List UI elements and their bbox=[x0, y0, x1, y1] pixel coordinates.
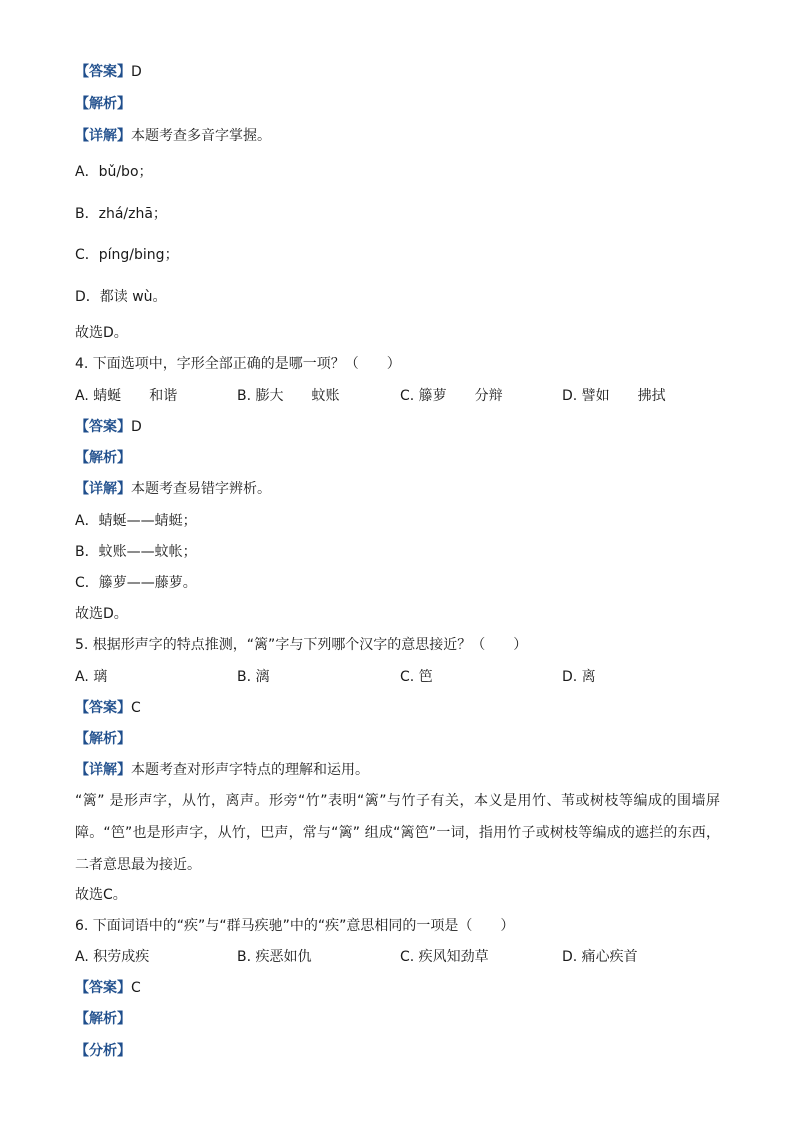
question-5: 5. 根据形声字的特点推测，“篱”字与下列哪个汉字的意思接近？（ ） bbox=[75, 637, 528, 653]
q5-option-c: C. 笆 bbox=[400, 669, 433, 685]
q4-analysis-line bbox=[75, 449, 131, 467]
answer-tag: 【答案】 bbox=[75, 64, 131, 80]
q4-option-d: D. 譬如 拂拭 bbox=[562, 388, 666, 404]
q4-line-c: C．籐萝——藤萝。 bbox=[75, 575, 197, 591]
detail-text: 本题考查易错字辨析。 bbox=[131, 481, 271, 497]
q4-option-c: C. 籐萝 分辩 bbox=[400, 388, 503, 404]
analysis-line bbox=[75, 95, 131, 113]
pinyin-line-a: A．bǔ/bo； bbox=[75, 164, 153, 180]
pinyin-line-c: C．píng/bing； bbox=[75, 247, 179, 263]
answer-value: D bbox=[131, 64, 142, 80]
q6-answer-line bbox=[75, 979, 141, 997]
q5-conclusion: 故选C。 bbox=[75, 887, 127, 903]
q4-option-a: A. 蜻蜒 和谐 bbox=[75, 388, 178, 404]
detail-line bbox=[75, 127, 271, 145]
answer-value: C bbox=[131, 700, 141, 716]
detail-tag: 【详解】 bbox=[75, 762, 131, 778]
analysis-tag: 【解析】 bbox=[75, 96, 131, 112]
answer-line bbox=[75, 63, 142, 81]
answer-value: C bbox=[131, 980, 141, 996]
q5-answer-line bbox=[75, 699, 141, 717]
analysis-tag: 【解析】 bbox=[75, 450, 131, 466]
q6-analysis-line bbox=[75, 1010, 131, 1028]
pinyin-line-b: B．zhá/zhā； bbox=[75, 206, 167, 222]
analysis-tag: 【解析】 bbox=[75, 1011, 131, 1027]
detail-tag: 【详解】 bbox=[75, 128, 131, 144]
q4-line-b: B．蚊账——蚊帐； bbox=[75, 544, 197, 560]
analysis-tag: 【解析】 bbox=[75, 731, 131, 747]
pinyin-line-d: D．都读 wù。 bbox=[75, 289, 167, 305]
q5-option-a: A. 璃 bbox=[75, 669, 108, 685]
q6-option-b: B. 疾恶如仇 bbox=[237, 949, 312, 965]
question-4: 4. 下面选项中，字形全部正确的是哪一项？（ ） bbox=[75, 356, 401, 372]
detail-text: 本题考查对形声字特点的理解和运用。 bbox=[131, 762, 369, 778]
q5-option-d: D. 离 bbox=[562, 669, 596, 685]
answer-tag: 【答案】 bbox=[75, 700, 131, 716]
q4-conclusion: 故选D。 bbox=[75, 606, 128, 622]
q4-answer-line bbox=[75, 418, 142, 436]
q5-detail-line bbox=[75, 761, 369, 779]
detail-text: 本题考查多音字掌握。 bbox=[131, 128, 271, 144]
answer-tag: 【答案】 bbox=[75, 419, 131, 435]
q6-option-a: A. 积劳成疾 bbox=[75, 949, 150, 965]
q5-explanation: “篱” 是形声字，从竹，离声。形旁“竹”表明“篱”与竹子有关，本义是用竹、苇或树枝等编成的围墙屏障。“笆”也是形声字，从竹，巴声，常与“篱” 组成“篱笆”一词，指用竹子或树枝等编成的遮拦的东西，二者意思最为接近。 bbox=[75, 793, 720, 873]
q6-option-c: C. 疾风知劲草 bbox=[400, 949, 489, 965]
q6-option-d: D. 痛心疾首 bbox=[562, 949, 638, 965]
conclusion-line: 故选D。 bbox=[75, 325, 128, 341]
q4-option-b: B. 膨大 蚊账 bbox=[237, 388, 340, 404]
question-6: 6. 下面词语中的“疾”与“群马疾驰”中的“疾”意思相同的一项是（ ） bbox=[75, 918, 515, 934]
answer-value: D bbox=[131, 419, 142, 435]
q6-fenxi-line bbox=[75, 1042, 131, 1060]
q5-analysis-line bbox=[75, 730, 131, 748]
fenxi-tag: 【分析】 bbox=[75, 1043, 131, 1059]
detail-tag: 【详解】 bbox=[75, 481, 131, 497]
q4-detail-line bbox=[75, 480, 271, 498]
q4-line-a: A．蜻蜒——蜻蜓； bbox=[75, 513, 197, 529]
answer-tag: 【答案】 bbox=[75, 980, 131, 996]
q5-option-b: B. 漓 bbox=[237, 669, 270, 685]
